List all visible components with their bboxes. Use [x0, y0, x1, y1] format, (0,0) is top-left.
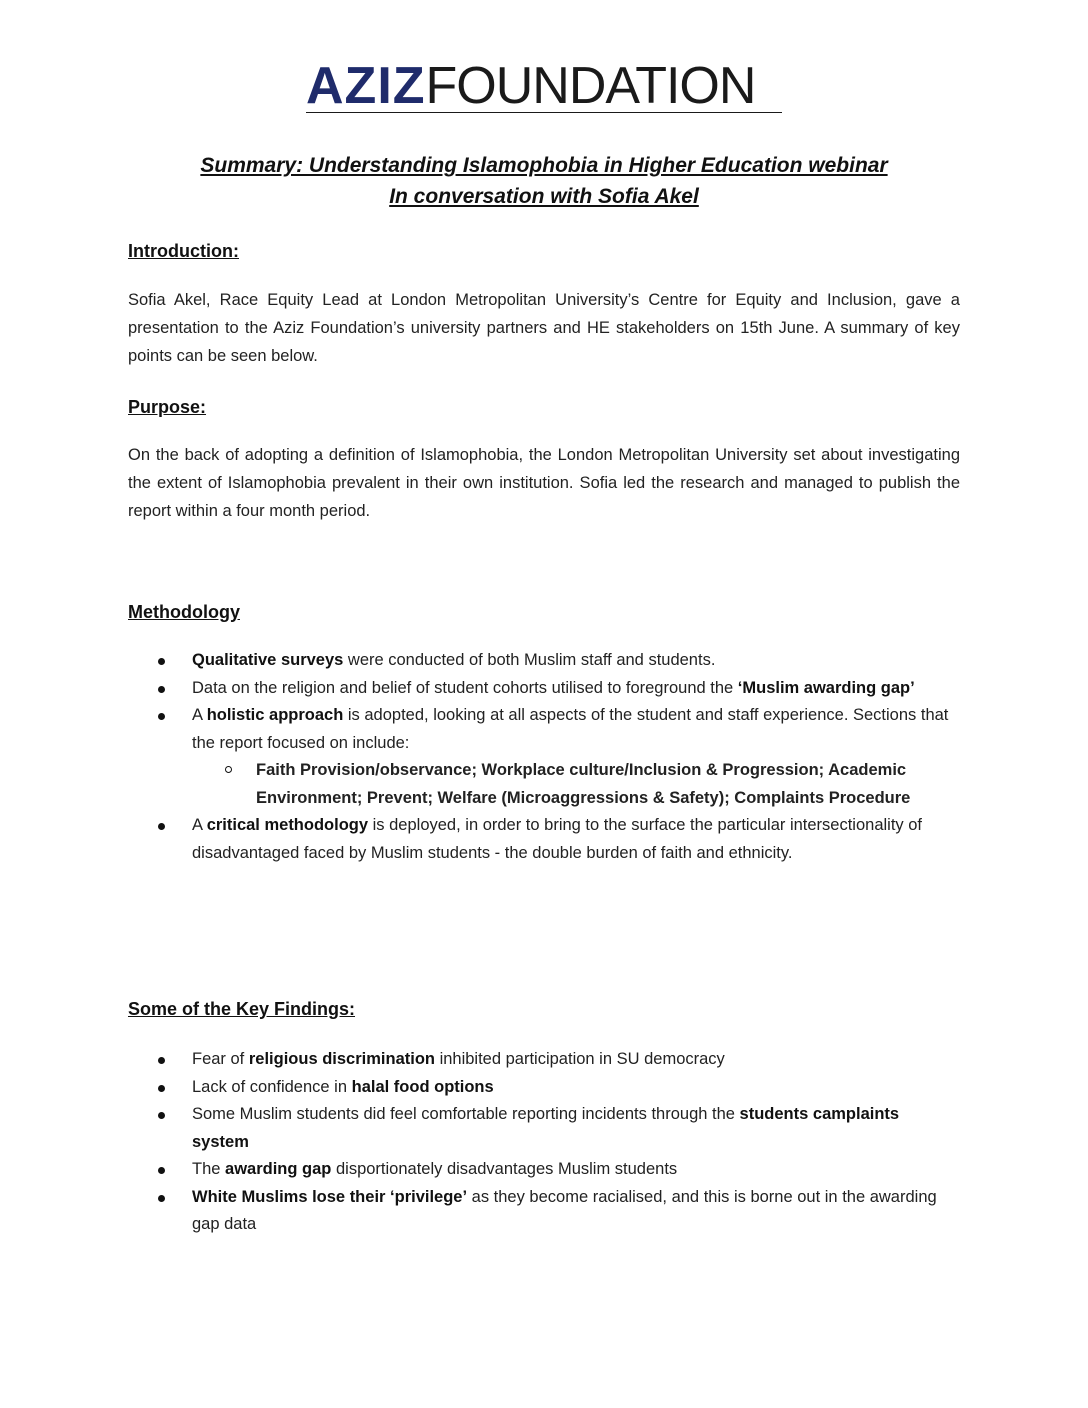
logo-light-text: FOUNDATION: [425, 57, 756, 115]
sub-list-item: [192, 757, 960, 812]
introduction-paragraph: Sofia Akel, Race Equity Lead at London Metropolitan University’s Centre for Equity and Inclusion, gave a presentation to the Aziz Foundation’s university partners and HE stakeholders on 15th June. A summary of key points can be seen below.: [128, 291, 960, 365]
bold-text: halal food options: [351, 1077, 494, 1096]
purpose-heading: Purpose:: [128, 397, 207, 417]
key-findings-list: [128, 1046, 960, 1239]
list-item: [128, 675, 960, 703]
list-item: [128, 1101, 960, 1156]
document-title: Summary: Understanding Islamophobia in Higher Education webinar: [200, 154, 888, 177]
logo-bold-text: AZIZ: [306, 57, 426, 115]
list-item: [128, 1156, 960, 1184]
bullet-icon: [158, 713, 165, 720]
item-text: is adopted, looking at all aspects of the student and staff experience. Sections that the report focused on include:: [192, 706, 949, 752]
item-text: Fear of: [192, 1050, 249, 1068]
hollow-bullet-icon: [225, 766, 232, 773]
bold-text: religious discrimination: [248, 1050, 435, 1068]
item-text: A: [192, 706, 207, 724]
item-text: is deployed, in order to bring to the surface the particular intersectionality of disadvantaged faced by Muslim students - the double burden of faith and ethnicity.: [192, 816, 923, 862]
bold-text: Qualitative surveys: [192, 651, 344, 669]
item-text: The: [192, 1160, 226, 1178]
bullet-icon: [158, 1085, 165, 1092]
item-text: Data on the religion and belief of student cohorts utilised to foreground the: [192, 678, 738, 697]
item-text: inhibited participation in SU democracy: [434, 1050, 725, 1068]
list-item: [128, 1074, 960, 1102]
document-subtitle: In conversation with Sofia Akel: [389, 185, 699, 208]
item-text: as they become racialised, and this is borne out in the awarding gap data: [192, 1187, 937, 1233]
bullet-icon: [158, 658, 165, 665]
logo-wordmark: [306, 57, 756, 115]
introduction-heading: Introduction:: [128, 241, 239, 261]
bold-text: students camplaints system: [192, 1105, 900, 1151]
methodology-sublist: [192, 757, 960, 812]
aziz-foundation-logo: [306, 57, 782, 118]
item-text: Lack of confidence in: [192, 1077, 352, 1096]
purpose-paragraph: On the back of adopting a definition of Islamophobia, the London Metropolitan University set about investigating the extent of Islamophobia prevalent in their own institution. Sofia led the research and managed to publish the report within a four month period.: [128, 446, 960, 520]
bullet-icon: [158, 1057, 165, 1064]
bold-text: White Muslims lose their ‘privilege’: [192, 1187, 468, 1206]
bullet-icon: [158, 823, 165, 830]
bullet-icon: [158, 1112, 165, 1119]
list-item: [128, 702, 960, 812]
key-findings-heading: Some of the Key Findings:: [128, 999, 356, 1019]
bold-text: critical methodology: [206, 816, 369, 834]
methodology-heading: Methodology: [128, 602, 240, 622]
list-item: [128, 647, 960, 675]
list-item: [128, 812, 960, 867]
item-text: Some Muslim students did feel comfortable reporting incidents through the: [192, 1105, 740, 1123]
item-text: A: [192, 816, 207, 834]
bold-text: holistic approach: [206, 706, 344, 724]
logo-underline: [306, 112, 782, 113]
bullet-icon: [158, 686, 165, 693]
list-item: [128, 1184, 960, 1239]
bold-text: awarding gap: [225, 1160, 332, 1178]
list-item: [128, 1046, 960, 1074]
item-text: were conducted of both Muslim staff and students.: [343, 651, 716, 669]
item-text: disportionately disadvantages Muslim students: [331, 1160, 678, 1178]
methodology-list: [128, 647, 960, 867]
bullet-icon: [158, 1195, 165, 1202]
item-text: Faith Provision/observance; Workplace culture/Inclusion & Progression; Academic Environment; Prevent; Welfare (Microaggressions & Safety); Complaints Procedure: [256, 761, 911, 807]
bullet-icon: [158, 1167, 165, 1174]
bold-text: ‘Muslim awarding gap’: [737, 678, 915, 697]
